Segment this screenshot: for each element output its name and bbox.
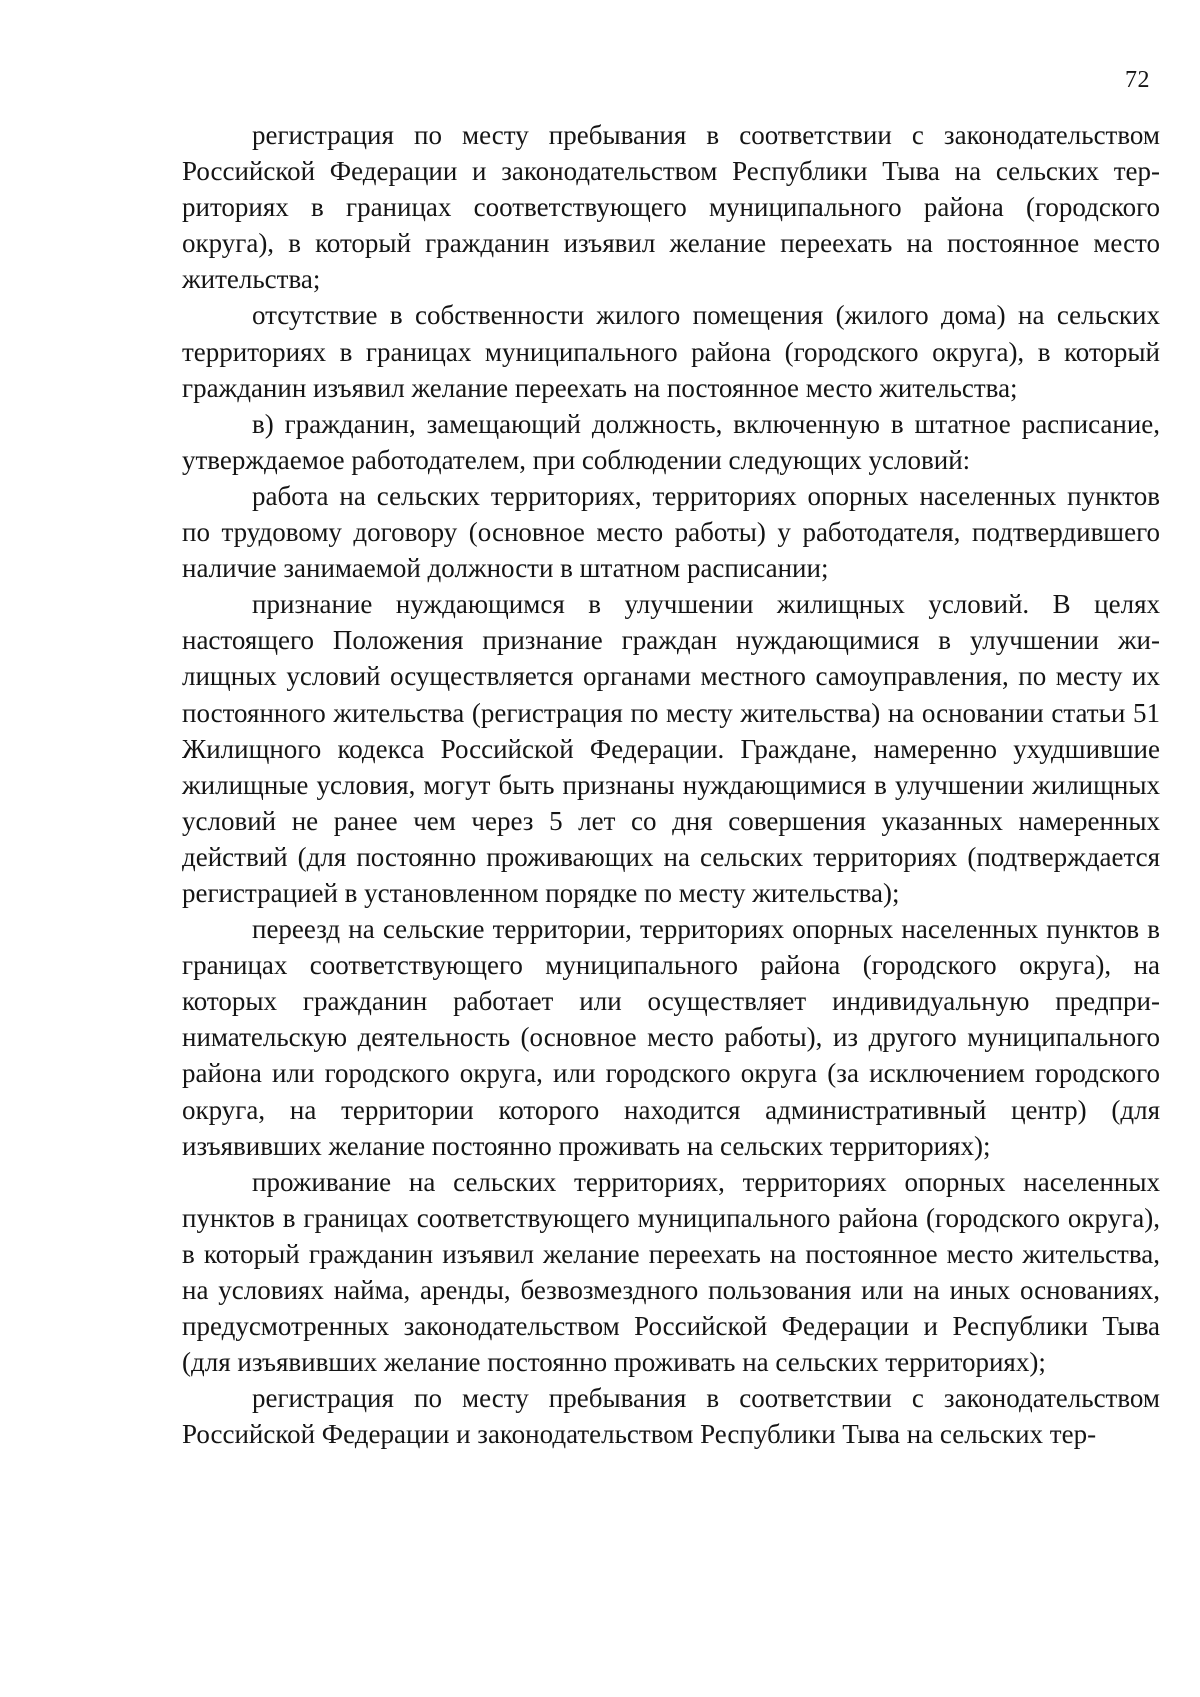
paragraph: работа на сельских территориях, территориях опорных населенных пунктов по трудовому договору (основное место работы) у работодателя, подтвердившего наличие занимаемой должности в штатном расписании; (182, 480, 1160, 584)
paragraph: регистрация по месту пребывания в соответствии с законодательством Российской Федерации и законодательством Республики Тыва на сельских тер- (182, 1383, 1160, 1450)
paragraph: признание нуждающимся в улучшении жилищных условий. В целях настоящего Положения признание граждан нуждающимися в улучшении жилищных условий осуществляется органами местного самоуправления, по месту их постоянного жительства (регистрация по месту жительства) на основании статьи 51 Жилищного кодекса Российской Федерации. Граждане, намеренно ухудшившие жилищные условия, могут быть признаны нуждающимися в улучшении жилищных условий не ранее чем через 5 лет со дня совершения указанных намеренных действий (для постоянно проживающих на сельских территориях (подтверждается регистрацией в установленном порядке по месту жительства); (182, 589, 1160, 908)
paragraph: регистрация по месту пребывания в соответствии с законодательством Российской Федерации и законодательством Республики Тыва на сельских территориях в границах соответствующего муниципального района (городского округа), в который гражданин изъявил желание переехать на постоянное место жительства; (182, 120, 1160, 295)
paragraph: переезд на сельские территории, территориях опорных населенных пунктов в границах соответствующего муниципального района (городского округа), на которых гражданин работает или осуществляет индивидуальную предпринимательскую деятельность (основное место работы), из другого муниципального района или городского округа, или городского округа (за исключением городского округа, на территории которого находится административный центр) (для изъявивших желание постоянно проживать на сельских территориях); (182, 914, 1160, 1161)
paragraph: в) гражданин, замещающий должность, включенную в штатное расписание, утверждаемое работодателем, при соблюдении следующих условий: (182, 408, 1160, 475)
paragraph: отсутствие в собственности жилого помещения (жилого дома) на сельских территориях в границах муниципального района (городского округа), в который гражданин изъявил желание переехать на постоянное место жительства; (182, 300, 1160, 403)
document-body (182, 117, 1160, 1452)
page-number: 72 (1125, 67, 1150, 93)
paragraph: проживание на сельских территориях, территориях опорных населенных пунктов в границах соответствующего муниципального района (городского округа), в который гражданин изъявил желание переехать на постоянное место жительства, на условиях найма, аренды, безвозмездного пользования или на иных основаниях, предусмотренных законодательством Российской Федерации и Республики Тыва (для изъявивших желание постоянно проживать на сельских территориях); (182, 1166, 1160, 1378)
